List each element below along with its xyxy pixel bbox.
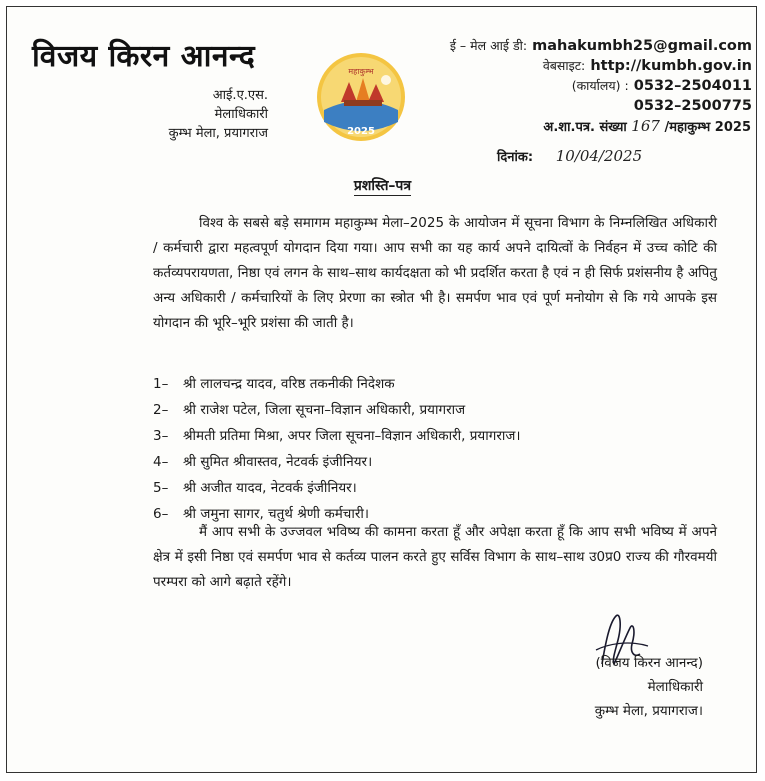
officer-designation: मेलाधिकारी bbox=[214, 107, 268, 122]
phone-2: 0532–2500775 bbox=[633, 98, 752, 114]
date-line bbox=[497, 147, 642, 165]
signatory-designation: मेलाधिकारी bbox=[647, 679, 703, 695]
email-line bbox=[450, 36, 752, 56]
website-value[interactable]: http://kumbh.gov.in bbox=[590, 58, 752, 74]
list-item-text: श्री राजेश पटेल, जिला सूचना–विज्ञान अधिकारी, प्रयागराज bbox=[183, 402, 466, 418]
reference-number: 167 bbox=[631, 117, 660, 135]
list-item bbox=[153, 423, 521, 449]
reference-label: अ.शा.पत्र. संख्या bbox=[543, 120, 627, 135]
closing-paragraph bbox=[153, 520, 717, 595]
phone-1: 0532–2504011 bbox=[633, 78, 752, 94]
signatory-office: कुम्भ मेला, प्रयागराज। bbox=[594, 703, 703, 719]
contact-block bbox=[450, 36, 752, 116]
list-item-text: श्री लालचन्द्र यादव, वरिष्ठ तकनीकी निदेशक bbox=[183, 376, 395, 392]
list-item bbox=[153, 371, 521, 397]
list-item bbox=[153, 449, 521, 475]
list-item-number: 2– bbox=[153, 402, 169, 418]
list-item-number: 5– bbox=[153, 480, 169, 496]
mahakumbh-logo bbox=[316, 52, 406, 142]
closing-paragraph-text: मैं आप सभी के उज्जवल भविष्य की कामना करता हूँ और अपेक्षा करता हूँ कि आप सभी भविष्य में अपने क्षेत्र में इसी निष्ठा एवं समर्पण भाव से कर्तव्य पालन करते हुए सर्विस विभाग के साथ–साथ उ0प्र0 राज्य की गौरवमयी परम्परा को आगे बढ़ाते रहेंगे। bbox=[153, 524, 717, 590]
signatory-name: (विजय किरन आनन्द) bbox=[595, 655, 703, 671]
reference-line bbox=[543, 117, 751, 135]
phone-line-1 bbox=[450, 76, 752, 96]
website-line bbox=[450, 56, 752, 76]
officer-details bbox=[140, 86, 268, 143]
intro-paragraph-text: विश्व के सबसे बड़े समागम महाकुम्भ मेला–2025 के आयोजन में सूचना विभाग के निम्नलिखित अधिकारी / कर्मचारी द्वारा महत्वपूर्ण योगदान दिया गया। आप सभी का यह कार्य अपने दायित्वों के निर्वहन में उच्च कोटि की कर्तव्यपरायणता, निष्ठा एवं लगन के साथ–साथ कार्यदक्षता को भी प्रदर्शित करता है एवं न ही सिर्फ प्रशंसनीय है अपितु अन्य अधिकारी / कर्मचारियों के लिए प्रेरणा का स्त्रोत भी है। समर्पण भाव एवं पूर्ण मनोयोग से कि गये आपके इस योगदान की भूरि–भूरि प्रशंसा की जाती है। bbox=[153, 215, 717, 331]
date-value: 10/04/2025 bbox=[555, 147, 643, 165]
list-item-text: श्री अजीत यादव, नेटवर्क इंजीनियर। bbox=[183, 480, 357, 496]
letter-title-text: प्रशस्ति–पत्र bbox=[353, 178, 412, 194]
intro-paragraph bbox=[153, 211, 717, 336]
logo-year: 2025 bbox=[347, 126, 375, 137]
logo-text: महाकुम्भ bbox=[348, 67, 374, 76]
list-item-number: 1– bbox=[153, 376, 169, 392]
officer-name: विजय किरन आनन्द bbox=[32, 39, 256, 74]
list-item-text: श्रीमती प्रतिमा मिश्रा, अपर जिला सूचना–विज्ञान अधिकारी, प्रयागराज। bbox=[183, 428, 521, 444]
list-item-number: 6– bbox=[153, 506, 169, 522]
website-label: वेबसाइट: bbox=[542, 58, 586, 73]
letter-title bbox=[0, 176, 765, 195]
date-label: दिनांक: bbox=[497, 150, 534, 165]
list-item-text: श्री सुमित श्रीवास्तव, नेटवर्क इंजीनियर। bbox=[183, 454, 373, 470]
officer-service: आई.ए.एस. bbox=[212, 88, 268, 103]
list-item-number: 3– bbox=[153, 428, 169, 444]
list-item-number: 4– bbox=[153, 454, 169, 470]
list-item bbox=[153, 475, 521, 501]
reference-suffix: /महाकुम्भ 2025 bbox=[664, 120, 751, 135]
office-label: (कार्यालय) : bbox=[571, 78, 629, 93]
email-label: ई – मेल आई डी: bbox=[449, 38, 528, 53]
signature-block bbox=[595, 651, 703, 723]
officer-office: कुम्भ मेला, प्रयागराज bbox=[168, 126, 268, 141]
list-item-text: श्री जमुना सागर, चतुर्थ श्रेणी कर्मचारी। bbox=[183, 506, 369, 522]
recipient-list bbox=[153, 371, 521, 527]
list-item bbox=[153, 397, 521, 423]
email-value[interactable]: mahakumbh25@gmail.com bbox=[532, 38, 752, 54]
